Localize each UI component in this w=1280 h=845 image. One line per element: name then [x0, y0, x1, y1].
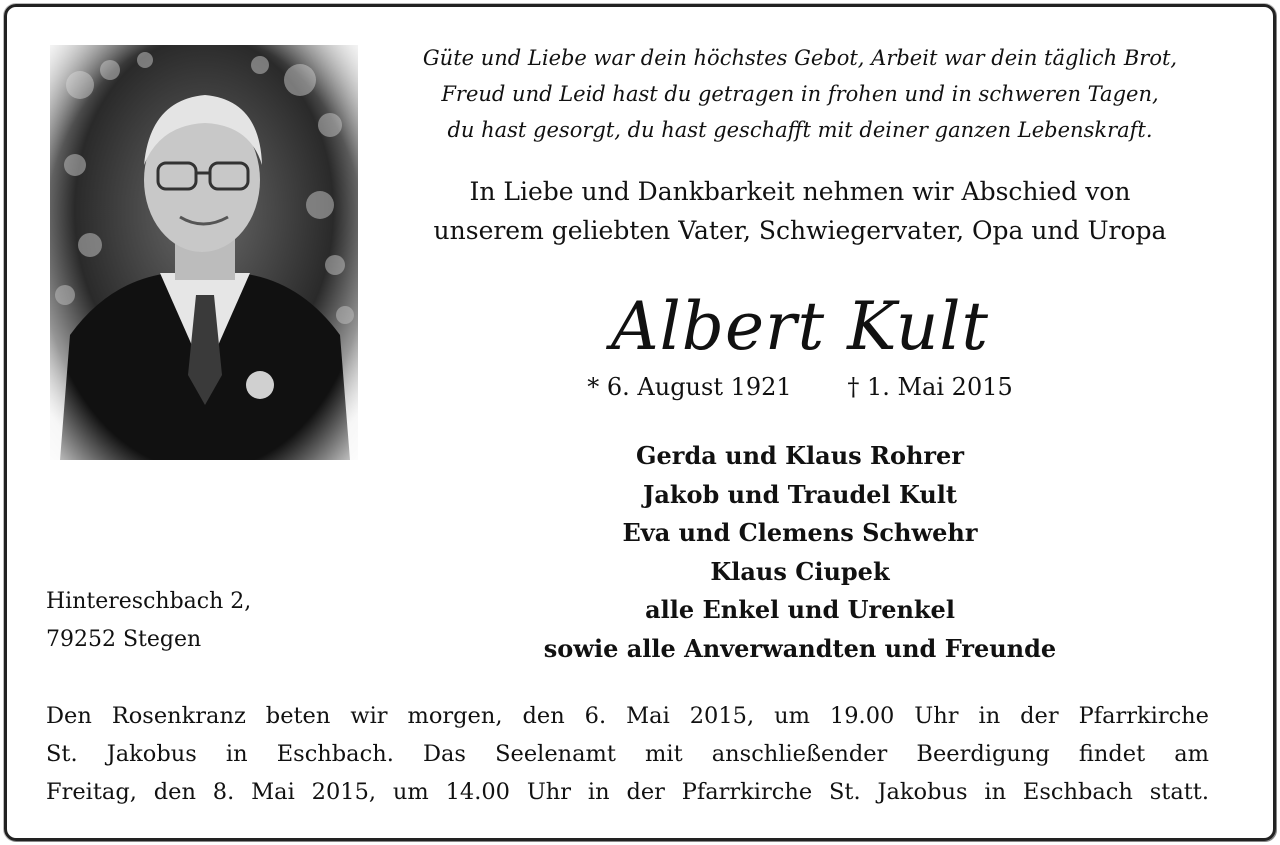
mourner-line: alle Enkel und Urenkel: [645, 595, 955, 624]
service-info: [46, 697, 1209, 811]
address: [46, 583, 346, 659]
deceased-name: Albert Kult: [610, 288, 990, 365]
life-dates: [380, 370, 1220, 404]
intro-line: unserem geliebten Vater, Schwiegervater, Opa und Uropa: [433, 216, 1167, 245]
service-line: St. Jakobus in Eschbach. Das Seelenamt mit anschließender Beerdigung findet am: [46, 741, 1209, 767]
poem-line: Güte und Liebe war dein höchstes Gebot, Arbeit war dein täglich Brot,: [422, 46, 1178, 70]
intro-text: [380, 172, 1220, 250]
address-city: 79252 Stegen: [46, 627, 202, 652]
birth-date: * 6. August 1921: [587, 373, 792, 401]
address-street: Hintereschbach 2,: [46, 589, 252, 614]
service-line: Freitag, den 8. Mai 2015, um 14.00 Uhr in der Pfarrkirche St. Jakobus in Eschbach statt.: [46, 779, 1209, 805]
poem-line: Freud und Leid hast du getragen in frohen und in schweren Tagen,: [441, 82, 1159, 106]
poem-line: du hast gesorgt, du hast geschafft mit deiner ganzen Lebenskraft.: [447, 118, 1153, 142]
mourner-line: Gerda und Klaus Rohrer: [636, 441, 964, 470]
poem: [380, 40, 1220, 148]
mourner-line: sowie alle Anverwandten und Freunde: [543, 633, 1057, 663]
mourner-line: Eva und Clemens Schwehr: [622, 518, 978, 547]
death-date: † 1. Mai 2015: [847, 373, 1013, 401]
service-line: Den Rosenkranz beten wir morgen, den 6. Mai 2015, um 19.00 Uhr in der Pfarrkirche: [46, 703, 1209, 729]
portrait-photo: [50, 45, 358, 460]
mourner-line: Jakob und Traudel Kult: [643, 479, 957, 509]
mourners-list: [380, 437, 1220, 668]
intro-line: In Liebe und Dankbarkeit nehmen wir Abschied von: [469, 177, 1131, 206]
mourner-line: Klaus Ciupek: [710, 556, 890, 586]
